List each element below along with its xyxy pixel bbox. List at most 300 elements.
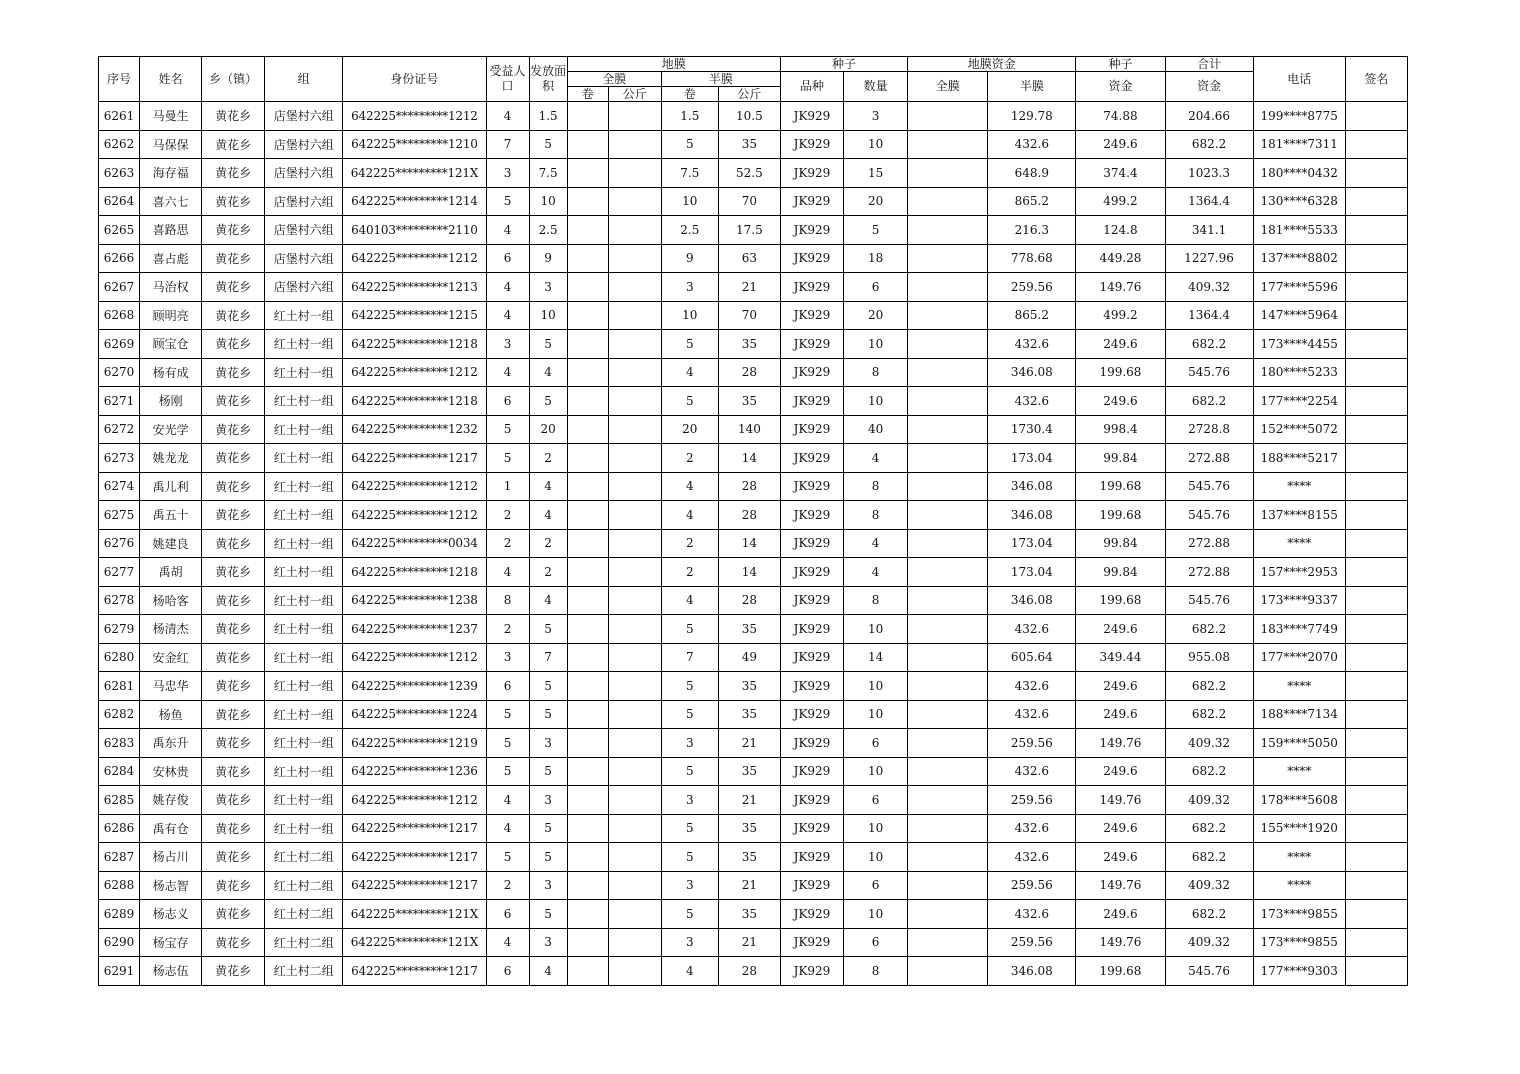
cell-name: 安金红 [140,643,202,672]
cell-fund-half: 432.6 [988,814,1076,843]
cell-group: 店堡村六组 [265,273,343,302]
cell-variety: JK929 [780,187,843,216]
cell-seq: 6291 [99,957,140,986]
cell-total: 409.32 [1165,871,1253,900]
cell-half-roll: 4 [661,586,718,615]
cell-full-roll [567,415,608,444]
cell-qty: 4 [844,529,908,558]
cell-town: 黄花乡 [202,729,265,758]
cell-half-kg: 14 [718,529,780,558]
cell-variety: JK929 [780,928,843,957]
cell-seq: 6269 [99,330,140,359]
cell-area: 4 [529,957,567,986]
cell-fund-full [908,786,988,815]
cell-fund-full [908,301,988,330]
cell-id: 642225*********1212 [343,102,486,131]
cell-people: 2 [486,615,529,644]
cell-seed-fund: 149.76 [1076,786,1165,815]
cell-area: 9 [529,244,567,273]
table-row [99,301,1408,330]
cell-full-roll [567,330,608,359]
cell-fund-full [908,102,988,131]
cell-id: 642225*********1212 [343,358,486,387]
cell-people: 4 [486,358,529,387]
cell-name: 杨占川 [140,843,202,872]
cell-half-kg: 28 [718,586,780,615]
cell-fund-half: 1730.4 [988,415,1076,444]
header-fund-full: 全膜 [908,72,988,102]
cell-fund-full [908,957,988,986]
cell-half-kg: 17.5 [718,216,780,245]
cell-group: 红土村一组 [265,643,343,672]
cell-people: 5 [486,729,529,758]
cell-people: 6 [486,900,529,929]
cell-people: 8 [486,586,529,615]
cell-group: 红土村一组 [265,472,343,501]
table-row [99,130,1408,159]
header-film-fund: 地膜资金 [908,57,1076,72]
cell-group: 红土村二组 [265,900,343,929]
cell-seed-fund: 249.6 [1076,814,1165,843]
cell-area: 4 [529,501,567,530]
cell-fund-half: 648.9 [988,159,1076,188]
cell-qty: 40 [844,415,908,444]
cell-half-kg: 14 [718,558,780,587]
cell-sign [1345,558,1407,587]
cell-qty: 15 [844,159,908,188]
cell-id: 642225*********1218 [343,330,486,359]
cell-seq: 6266 [99,244,140,273]
table-row [99,757,1408,786]
cell-half-roll: 4 [661,501,718,530]
header-area [529,57,567,102]
cell-people: 4 [486,928,529,957]
cell-qty: 10 [844,900,908,929]
cell-seed-fund: 249.6 [1076,700,1165,729]
cell-half-kg: 21 [718,273,780,302]
table-row [99,615,1408,644]
cell-id: 642225*********1215 [343,301,486,330]
table-row [99,558,1408,587]
cell-id: 642225*********1214 [343,187,486,216]
cell-phone: **** [1253,871,1345,900]
table-row [99,871,1408,900]
table-row [99,529,1408,558]
table-row [99,700,1408,729]
cell-qty: 14 [844,643,908,672]
cell-area: 4 [529,472,567,501]
cell-half-kg: 14 [718,444,780,473]
cell-variety: JK929 [780,672,843,701]
cell-seq: 6286 [99,814,140,843]
cell-qty: 10 [844,387,908,416]
cell-area: 5 [529,330,567,359]
cell-area: 3 [529,729,567,758]
cell-total: 2728.8 [1165,415,1253,444]
cell-variety: JK929 [780,102,843,131]
cell-half-roll: 4 [661,472,718,501]
cell-seq: 6267 [99,273,140,302]
cell-sign [1345,301,1407,330]
cell-area: 3 [529,786,567,815]
cell-group: 店堡村六组 [265,159,343,188]
table-header [99,57,1408,102]
cell-qty: 10 [844,814,908,843]
cell-qty: 10 [844,843,908,872]
cell-fund-half: 346.08 [988,472,1076,501]
cell-name: 禹东升 [140,729,202,758]
cell-group: 店堡村六组 [265,244,343,273]
cell-group: 红土村一组 [265,330,343,359]
cell-full-roll [567,900,608,929]
cell-fund-half: 259.56 [988,786,1076,815]
cell-seed-fund: 249.6 [1076,330,1165,359]
cell-seed-fund: 199.68 [1076,586,1165,615]
cell-qty: 8 [844,501,908,530]
cell-half-kg: 21 [718,729,780,758]
cell-seq: 6274 [99,472,140,501]
cell-area: 5 [529,387,567,416]
cell-total: 1023.3 [1165,159,1253,188]
cell-town: 黄花乡 [202,558,265,587]
cell-fund-half: 173.04 [988,558,1076,587]
cell-id: 642225*********1217 [343,444,486,473]
cell-half-kg: 35 [718,615,780,644]
cell-qty: 10 [844,330,908,359]
cell-variety: JK929 [780,643,843,672]
cell-fund-half: 432.6 [988,843,1076,872]
cell-name: 禹有仓 [140,814,202,843]
cell-total: 409.32 [1165,928,1253,957]
cell-seq: 6264 [99,187,140,216]
table-row [99,216,1408,245]
cell-area: 5 [529,843,567,872]
cell-seq: 6273 [99,444,140,473]
cell-seq: 6289 [99,900,140,929]
cell-fund-half: 865.2 [988,301,1076,330]
cell-sign [1345,814,1407,843]
cell-sign [1345,957,1407,986]
table-row [99,843,1408,872]
header-area-label: 发放面积 [530,64,567,93]
cell-phone: 173****9855 [1253,900,1345,929]
cell-seq: 6275 [99,501,140,530]
cell-seed-fund: 249.6 [1076,672,1165,701]
cell-name: 海存福 [140,159,202,188]
cell-full-roll [567,444,608,473]
cell-full-kg [608,187,661,216]
cell-half-roll: 7.5 [661,159,718,188]
cell-fund-half: 432.6 [988,700,1076,729]
cell-fund-full [908,814,988,843]
cell-fund-half: 432.6 [988,615,1076,644]
cell-total: 545.76 [1165,358,1253,387]
cell-fund-full [908,130,988,159]
table-row [99,957,1408,986]
cell-half-roll: 3 [661,871,718,900]
cell-fund-full [908,501,988,530]
cell-full-roll [567,159,608,188]
cell-name: 杨志伍 [140,957,202,986]
cell-total: 204.66 [1165,102,1253,131]
cell-name: 喜占彪 [140,244,202,273]
cell-name: 顾宝仓 [140,330,202,359]
cell-full-roll [567,672,608,701]
cell-town: 黄花乡 [202,786,265,815]
cell-sign [1345,928,1407,957]
cell-people: 5 [486,444,529,473]
cell-name: 马治权 [140,273,202,302]
cell-seed-fund: 149.76 [1076,928,1165,957]
cell-seq: 6263 [99,159,140,188]
cell-half-kg: 35 [718,130,780,159]
cell-variety: JK929 [780,529,843,558]
cell-area: 2.5 [529,216,567,245]
cell-seq: 6281 [99,672,140,701]
cell-sign [1345,187,1407,216]
cell-total: 341.1 [1165,216,1253,245]
cell-area: 4 [529,358,567,387]
table-row [99,244,1408,273]
cell-town: 黄花乡 [202,216,265,245]
cell-seed-fund: 998.4 [1076,415,1165,444]
cell-fund-full [908,729,988,758]
cell-full-roll [567,273,608,302]
cell-qty: 3 [844,102,908,131]
cell-seed-fund: 249.6 [1076,387,1165,416]
cell-full-kg [608,301,661,330]
cell-id: 640103*********2110 [343,216,486,245]
cell-qty: 10 [844,130,908,159]
cell-id: 642225*********1237 [343,615,486,644]
cell-sign [1345,700,1407,729]
cell-qty: 20 [844,187,908,216]
cell-fund-full [908,529,988,558]
cell-seed-fund: 249.6 [1076,615,1165,644]
table-row [99,330,1408,359]
cell-sign [1345,358,1407,387]
cell-id: 642225*********1217 [343,814,486,843]
cell-phone: 152****5072 [1253,415,1345,444]
cell-seed-fund: 99.84 [1076,444,1165,473]
cell-group: 红土村一组 [265,700,343,729]
cell-sign [1345,615,1407,644]
cell-seq: 6272 [99,415,140,444]
cell-group: 红土村二组 [265,928,343,957]
cell-id: 642225*********1218 [343,558,486,587]
cell-full-roll [567,102,608,131]
cell-total: 1364.4 [1165,301,1253,330]
cell-full-kg [608,757,661,786]
cell-fund-full [908,472,988,501]
cell-half-roll: 3 [661,273,718,302]
cell-fund-half: 173.04 [988,444,1076,473]
cell-total: 272.88 [1165,529,1253,558]
cell-total: 409.32 [1165,729,1253,758]
cell-id: 642225*********121X [343,928,486,957]
cell-full-kg [608,472,661,501]
cell-phone: 177****2070 [1253,643,1345,672]
cell-fund-half: 432.6 [988,387,1076,416]
header-full-kg: 公斤 [608,87,661,102]
cell-sign [1345,672,1407,701]
cell-phone: 181****5533 [1253,216,1345,245]
table-row [99,102,1408,131]
cell-fund-half: 259.56 [988,729,1076,758]
cell-seed-fund: 249.6 [1076,130,1165,159]
cell-full-kg [608,244,661,273]
cell-town: 黄花乡 [202,130,265,159]
cell-id: 642225*********1224 [343,700,486,729]
cell-phone: 181****7311 [1253,130,1345,159]
cell-fund-full [908,187,988,216]
cell-town: 黄花乡 [202,501,265,530]
cell-half-kg: 35 [718,387,780,416]
cell-people: 2 [486,529,529,558]
cell-full-roll [567,244,608,273]
cell-town: 黄花乡 [202,244,265,273]
table-row [99,928,1408,957]
cell-half-roll: 2 [661,529,718,558]
cell-people: 3 [486,643,529,672]
cell-half-roll: 5 [661,700,718,729]
cell-phone: **** [1253,672,1345,701]
table-row [99,586,1408,615]
cell-area: 2 [529,444,567,473]
cell-name: 杨哈客 [140,586,202,615]
cell-name: 杨志智 [140,871,202,900]
cell-seq: 6283 [99,729,140,758]
cell-id: 642225*********1232 [343,415,486,444]
cell-name: 马保保 [140,130,202,159]
cell-town: 黄花乡 [202,615,265,644]
cell-id: 642225*********1238 [343,586,486,615]
cell-fund-full [908,159,988,188]
cell-name: 禹儿利 [140,472,202,501]
cell-variety: JK929 [780,586,843,615]
cell-half-kg: 28 [718,501,780,530]
cell-half-kg: 52.5 [718,159,780,188]
cell-people: 4 [486,273,529,302]
cell-seq: 6271 [99,387,140,416]
header-full-film: 全膜 [567,72,661,87]
cell-group: 红土村二组 [265,843,343,872]
cell-total: 409.32 [1165,786,1253,815]
cell-fund-half: 605.64 [988,643,1076,672]
cell-variety: JK929 [780,472,843,501]
cell-fund-full [908,330,988,359]
cell-half-roll: 4 [661,358,718,387]
cell-qty: 10 [844,615,908,644]
cell-area: 3 [529,871,567,900]
cell-fund-full [908,444,988,473]
header-phone: 电话 [1253,57,1345,102]
cell-area: 5 [529,672,567,701]
cell-total: 682.2 [1165,387,1253,416]
cell-fund-full [908,928,988,957]
cell-people: 5 [486,187,529,216]
cell-id: 642225*********121X [343,159,486,188]
cell-fund-half: 346.08 [988,957,1076,986]
cell-sign [1345,586,1407,615]
cell-variety: JK929 [780,814,843,843]
cell-group: 红土村一组 [265,415,343,444]
cell-seq: 6285 [99,786,140,815]
subsidy-table [98,56,1408,986]
cell-seq: 6284 [99,757,140,786]
cell-variety: JK929 [780,358,843,387]
cell-id: 642225*********121X [343,900,486,929]
cell-seed-fund: 199.68 [1076,501,1165,530]
cell-town: 黄花乡 [202,900,265,929]
cell-qty: 8 [844,358,908,387]
cell-phone: 180****0432 [1253,159,1345,188]
cell-area: 5 [529,615,567,644]
cell-half-roll: 10 [661,301,718,330]
cell-full-kg [608,672,661,701]
cell-half-kg: 35 [718,814,780,843]
cell-fund-full [908,358,988,387]
header-half-kg: 公斤 [718,87,780,102]
cell-half-roll: 9 [661,244,718,273]
cell-name: 安林贵 [140,757,202,786]
cell-fund-full [908,415,988,444]
cell-area: 5 [529,700,567,729]
cell-phone: 147****5964 [1253,301,1345,330]
cell-group: 红土村一组 [265,729,343,758]
header-seed: 种子 [780,57,907,72]
cell-people: 6 [486,957,529,986]
cell-people: 4 [486,786,529,815]
cell-sign [1345,871,1407,900]
cell-fund-full [908,244,988,273]
cell-town: 黄花乡 [202,957,265,986]
cell-fund-full [908,643,988,672]
cell-qty: 8 [844,472,908,501]
cell-town: 黄花乡 [202,757,265,786]
cell-total: 409.32 [1165,273,1253,302]
cell-seed-fund: 199.68 [1076,472,1165,501]
cell-phone: 137****8155 [1253,501,1345,530]
cell-qty: 4 [844,558,908,587]
cell-seq: 6279 [99,615,140,644]
cell-area: 2 [529,529,567,558]
cell-people: 3 [486,159,529,188]
cell-qty: 6 [844,928,908,957]
cell-phone: 199****8775 [1253,102,1345,131]
cell-full-roll [567,358,608,387]
cell-id: 642225*********1212 [343,501,486,530]
cell-seq: 6287 [99,843,140,872]
cell-seed-fund: 149.76 [1076,273,1165,302]
cell-qty: 10 [844,672,908,701]
cell-people: 4 [486,216,529,245]
cell-sign [1345,273,1407,302]
cell-half-kg: 21 [718,928,780,957]
cell-name: 杨宝存 [140,928,202,957]
cell-seed-fund: 149.76 [1076,729,1165,758]
table-row [99,729,1408,758]
cell-half-kg: 35 [718,700,780,729]
cell-variety: JK929 [780,301,843,330]
cell-fund-half: 346.08 [988,586,1076,615]
cell-name: 杨鱼 [140,700,202,729]
cell-full-kg [608,814,661,843]
cell-phone: 177****2254 [1253,387,1345,416]
header-fund-half: 半膜 [988,72,1076,102]
cell-sign [1345,757,1407,786]
cell-people: 2 [486,501,529,530]
